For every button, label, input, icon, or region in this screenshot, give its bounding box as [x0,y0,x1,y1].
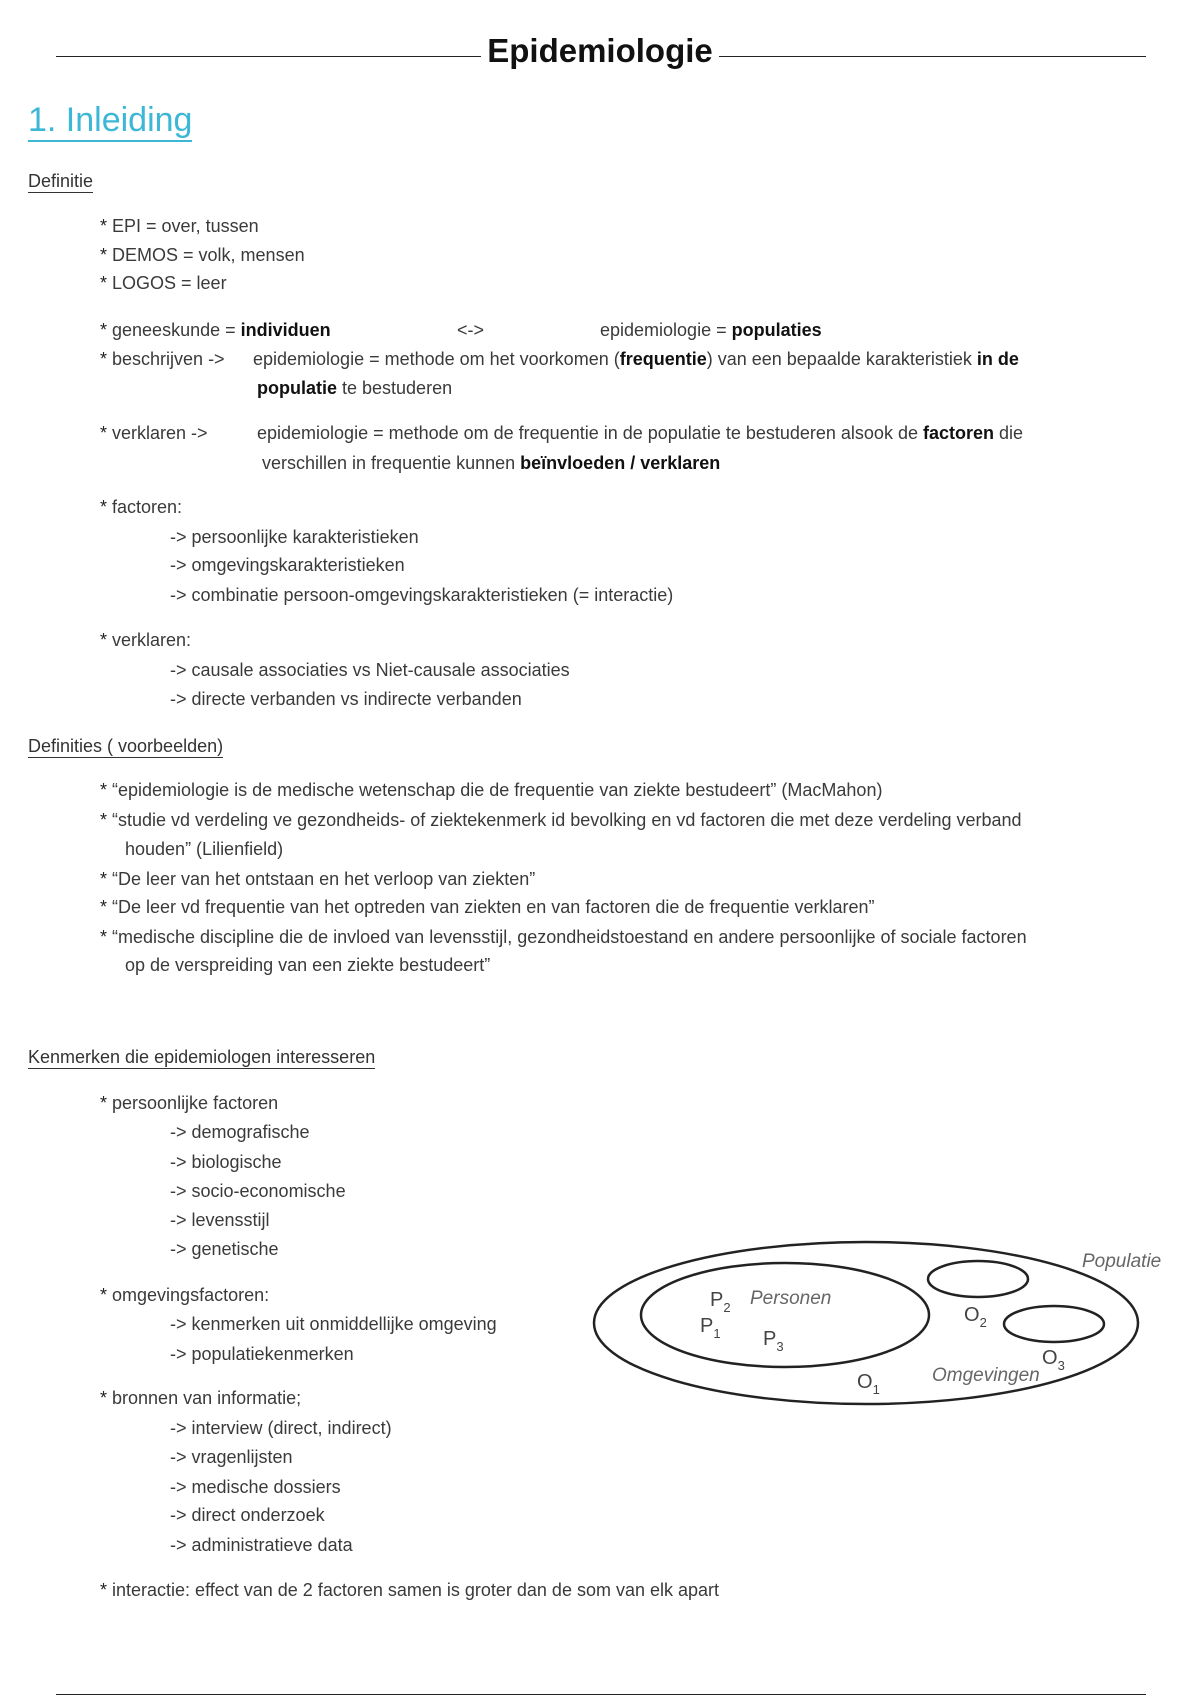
heading-kenmerken: Kenmerken die epidemiologen interesseren [28,1047,376,1067]
population-ellipse [594,1242,1138,1404]
quote-discipline: * “medische discipline die de invloed van levensstijl, gezondheidstoestand en andere persoonlijke of sociale factoren [100,927,1027,948]
bronnen-label: * bronnen van informatie; [100,1388,301,1409]
term-demos: * DEMOS = volk, mensen [100,245,305,266]
label-o1: $O_1$ [857,1371,880,1397]
bron-item: -> administratieve data [170,1535,353,1555]
contrast-arrows: <-> [457,320,485,340]
omgevingsfactoren-label: * omgevingsfactoren: [100,1285,269,1306]
beschrijven-label: * beschrijven -> [100,349,225,370]
epidemiologie-line: epidemiologie = populaties [600,320,822,340]
quote-lilienfield-cont: houden” (Lilienfield) [125,839,284,859]
bron-item: -> medische dossiers [170,1477,341,1497]
verklaren-text-2: verschillen in frequentie kunnen beïnvloeden / verklaren [262,453,721,473]
label-p1: $P_1$ [700,1315,721,1341]
verklaren2-label: * verklaren: [100,630,191,651]
label-p2: $P_2$ [710,1289,731,1315]
label-p3: $P_3$ [763,1328,784,1354]
beschrijven-text-1: epidemiologie = methode om het voorkomen (frequentie) van een bepaalde karakteristiek in de [253,349,1019,369]
persons-ellipse [641,1263,929,1367]
environment-o3-ellipse [1004,1306,1104,1342]
omgeving-item: -> populatiekenmerken [170,1344,354,1364]
verklaren-item: -> directe verbanden vs indirecte verbanden [170,689,522,709]
persoonlijk-item: -> levensstijl [170,1210,270,1230]
verklaren-label: * verklaren -> [100,423,208,444]
bron-item: -> interview (direct, indirect) [170,1418,392,1438]
label-populatie: Populatie [1082,1251,1162,1272]
environment-o2-ellipse [928,1261,1028,1297]
factor-item: -> persoonlijke karakteristieken [170,527,419,547]
label-omgevingen: Omgevingen [932,1365,1040,1386]
factor-item: -> combinatie persoon-omgevingskarakteristieken (= interactie) [170,585,674,605]
geneeskunde-line: * geneeskunde = individuen [100,320,331,341]
verklaren-item: -> causale associaties vs Niet-causale associaties [170,660,570,680]
bron-item: -> vragenlijsten [170,1447,293,1467]
heading-definities-voorbeelden: Definities ( voorbeelden) [28,736,224,756]
quote-macmahon: * “epidemiologie is de medische wetenschap die de frequentie van ziekte bestudeert” (MacMahon) [100,780,882,801]
persoonlijk-item: -> genetische [170,1239,279,1259]
omgeving-item: -> kenmerken uit onmiddellijke omgeving [170,1314,497,1334]
quote-discipline-cont: op de verspreiding van een ziekte bestudeert” [125,955,491,975]
factoren-label: * factoren: [100,497,182,518]
term-epi: * EPI = over, tussen [100,216,259,237]
term-logos: * LOGOS = leer [100,273,227,294]
persoonlijk-item: -> demografische [170,1122,310,1142]
persoonlijk-item: -> socio-economische [170,1181,346,1201]
footer-rule [56,1694,1146,1695]
heading-definitie: Definitie [28,171,94,191]
section-heading-inleiding: 1. Inleiding [28,100,192,142]
quote-lilienfield: * “studie vd verdeling ve gezondheids- of ziektekenmerk id bevolking en vd factoren die met deze verdeling verband [100,810,1022,831]
persoonlijk-item: -> biologische [170,1152,282,1172]
persoonlijke-factoren-label: * persoonlijke factoren [100,1093,278,1114]
quote-frequentie: * “De leer vd frequentie van het optreden van ziekten en van factoren die de frequentie verklaren” [100,897,874,918]
factor-item: -> omgevingskarakteristieken [170,555,405,575]
beschrijven-text-2: populatie te bestuderen [257,378,453,398]
label-personen: Personen [750,1288,832,1309]
quote-ontstaan: * “De leer van het ontstaan en het verloop van ziekten” [100,869,535,890]
label-o3: $O_3$ [1042,1347,1065,1373]
verklaren-text-1: epidemiologie = methode om de frequentie in de populatie te bestuderen alsook de factoren die [257,423,1024,443]
interactie-line: * interactie: effect van de 2 factoren samen is groter dan de som van elk apart [100,1580,719,1601]
label-o2: $O_2$ [964,1304,987,1330]
bron-item: -> direct onderzoek [170,1505,325,1525]
page-title: Epidemiologie [0,32,1200,70]
